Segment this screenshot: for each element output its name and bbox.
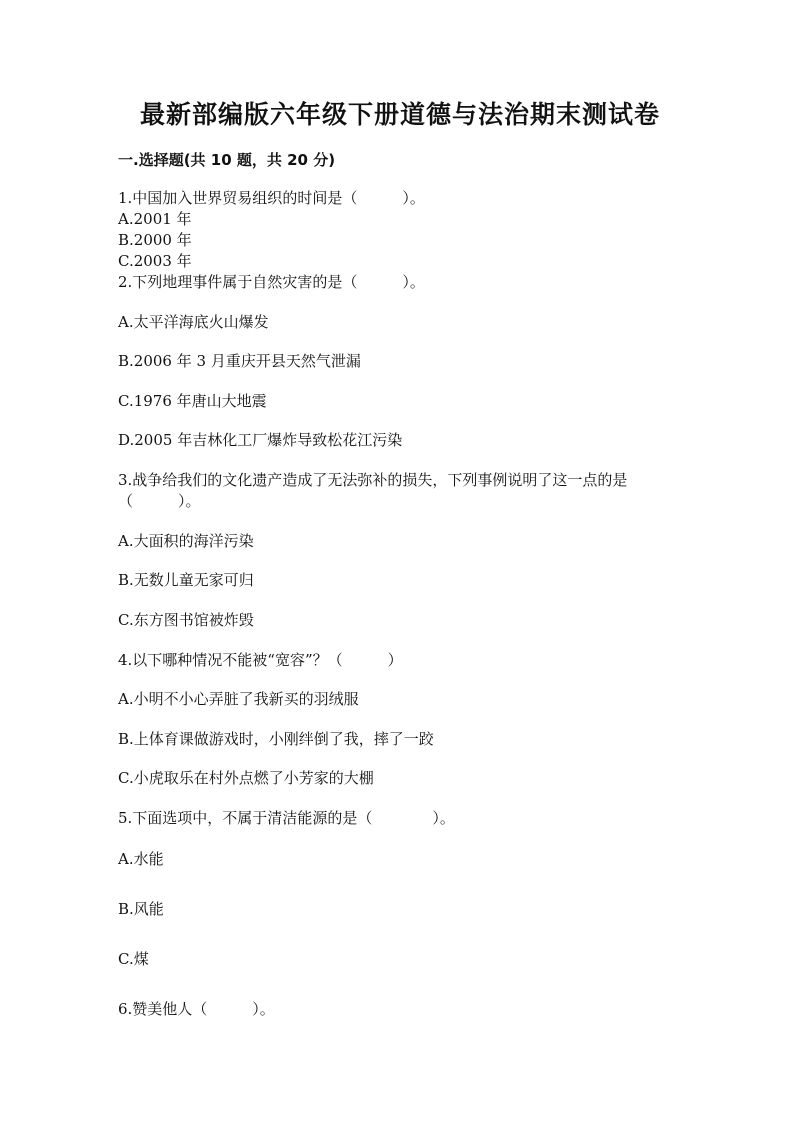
question-1-option-a: A.2001 年 (118, 210, 192, 228)
question-2-option-b: B.2006 年 3 月重庆开县天然气泄漏 (118, 352, 361, 370)
question-4-option-a: A.小明不小心弄脏了我新买的羽绒服 (118, 690, 359, 708)
question-3-stem: 3.战争给我们的文化遗产造成了无法弥补的损失，下列事例说明了这一点的是 (118, 471, 628, 489)
question-5-option-c: C.煤 (118, 950, 149, 968)
question-3-option-a: A.大面积的海洋污染 (118, 532, 254, 550)
question-6-stem: 6.赞美他人（ ）。 (118, 1000, 275, 1018)
question-2-stem: 2.下列地理事件属于自然灾害的是（ ）。 (118, 273, 425, 291)
question-2-option-d: D.2005 年吉林化工厂爆炸导致松花江污染 (118, 431, 403, 449)
question-3-stem-cont: （ ）。 (118, 492, 201, 510)
question-4-option-c: C.小虎取乐在村外点燃了小芳家的大棚 (118, 769, 374, 787)
section-heading: 一.选择题(共 10 题，共 20 分) (118, 151, 336, 169)
question-4-option-b: B.上体育课做游戏时，小刚绊倒了我，摔了一跤 (118, 730, 434, 748)
question-2-option-a: A.太平洋海底火山爆发 (118, 313, 269, 331)
question-3-option-c: C.东方图书馆被炸毁 (118, 611, 254, 629)
page-title: 最新部编版六年级下册道德与法治期末测试卷 (139, 100, 660, 129)
question-1-option-b: B.2000 年 (118, 231, 192, 249)
question-5-option-b: B.风能 (118, 900, 164, 918)
question-1-option-c: C.2003 年 (118, 252, 192, 270)
question-5-stem: 5.下面选项中，不属于清洁能源的是（ ）。 (118, 809, 455, 827)
question-3-option-b: B.无数儿童无家可归 (118, 571, 254, 589)
question-5-option-a: A.水能 (118, 850, 164, 868)
question-1-stem: 1.中国加入世界贸易组织的时间是（ ）。 (118, 189, 425, 207)
question-4-stem: 4.以下哪种情况不能被“宽容”？（ ） (118, 651, 403, 669)
question-2-option-c: C.1976 年唐山大地震 (118, 392, 267, 410)
